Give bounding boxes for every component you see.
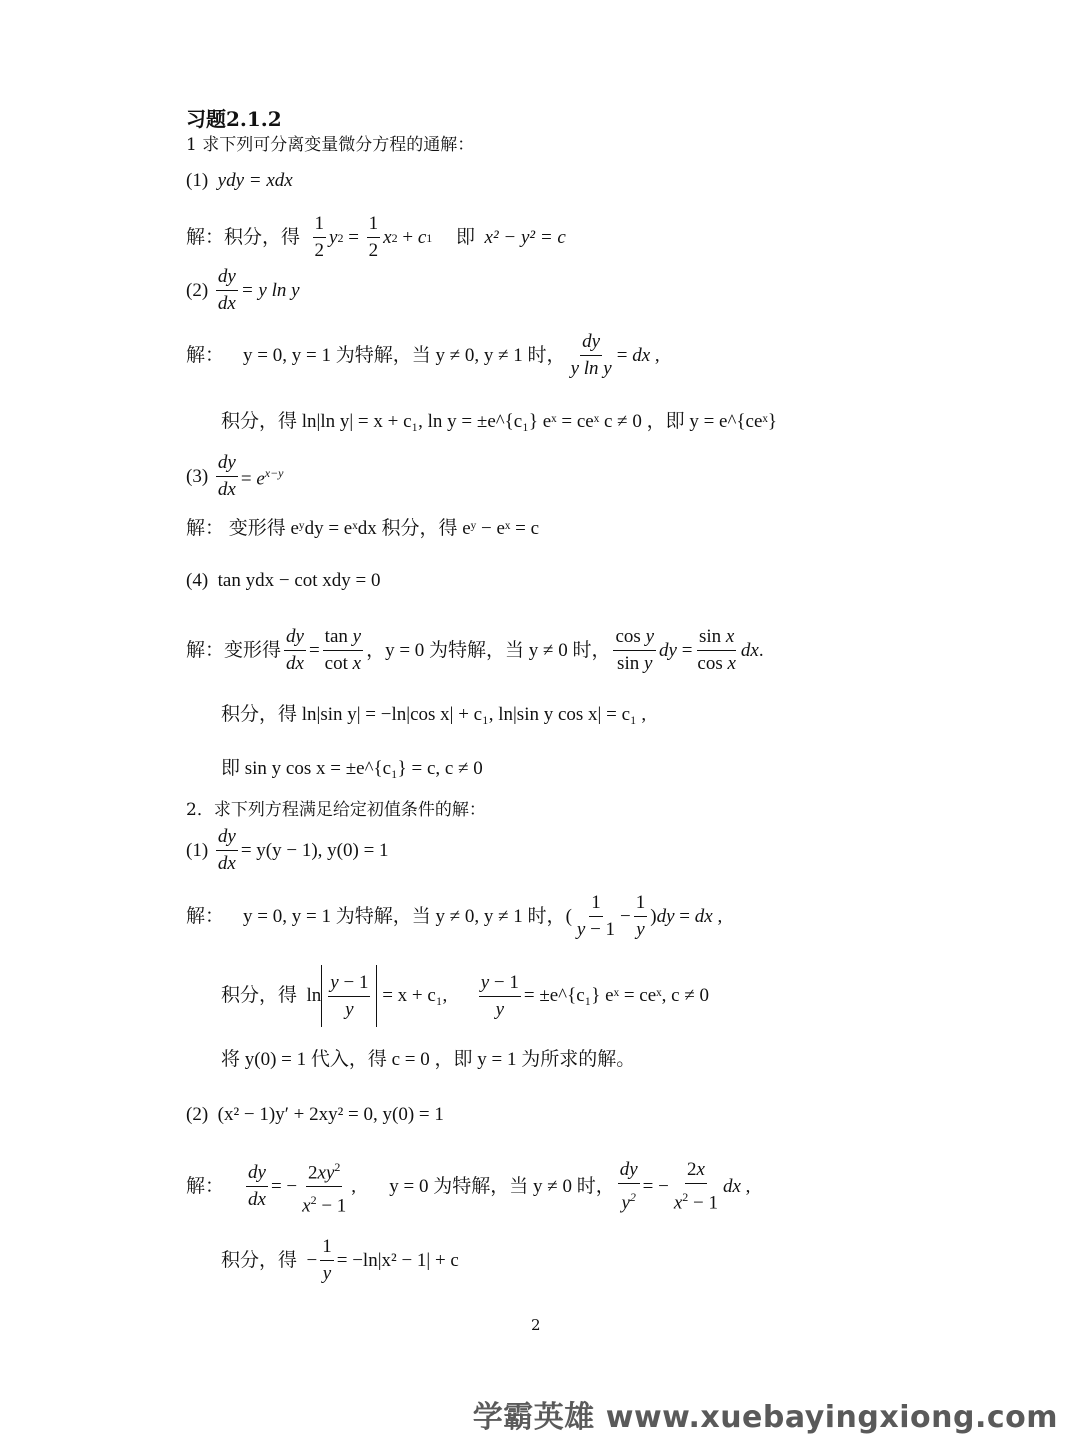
q1-p1-sol-prefix: 解：积分，得 (186, 226, 301, 248)
q1-p4-sol-prefix: 解：变形得 (186, 639, 282, 661)
section-title: 习题2.1.2 (186, 107, 282, 131)
q2-p1-solution-line2: 积分，得 ln $\frac{y - 1}{y}$ = x + c₁, $\frac{y - 1}{y}$ = ±e^{c₁} eˣ = ceˣ, c ≠ 0 (221, 965, 709, 1027)
q2-p1-label: (1) (186, 839, 209, 861)
q2-p1-sol-prefix: 解： (186, 905, 225, 927)
q2-p1-solution-line3: 将 y(0) = 1 代入，得 c = 0 ，即 y = 1 为所求的解。 (221, 1049, 636, 1070)
q1-p2-solution: 解： y = 0, y = 1 为特解，当 y ≠ 0, y ≠ 1 时， $\frac{dy}{\text{y ln y}}$ = dx , (186, 331, 660, 379)
q1-p2-sol-prefix: 解： (186, 344, 225, 366)
q2-p2-sol-mid: y = 0 为特解，当 y ≠ 0 时， (389, 1175, 615, 1197)
page-number: 2 (531, 1316, 541, 1334)
q2-p1-sol-text: y = 0, y = 1 为特解，当 y ≠ 0, y ≠ 1 时， (243, 905, 566, 927)
q2-p2-equation (186, 1104, 444, 1126)
q1-p4-solution: 解：变形得 $\frac{dy}{dx}$ = $\frac{\text{tan y}}{\text{cot x}}$ ，y = 0 为特解，当 y ≠ 0 时， $\frac{\text{cos y}}{\text{sin y}}$ dy = $\frac{\text{sin x}}{\text{cos x}}$ dx . (186, 626, 764, 674)
q2-p1-solution: 解： y = 0, y = 1 为特解，当 y ≠ 0, y ≠ 1 时， ( $\frac{1}{y - 1}$ − $\frac{1}{y}$ ) dy = dx , (186, 892, 723, 940)
q1-p2-sol-text: y = 0, y = 1 为特解，当 y ≠ 0, y ≠ 1 时， (243, 344, 566, 366)
q1-p1-equation (186, 170, 293, 192)
q2-p2-sol-line2-prefix: 积分，得 (221, 1249, 298, 1271)
q2-p1-eq-rhs: = y(y − 1), y(0) = 1 (240, 839, 389, 861)
q1-p1-eq: ydy = xdx (217, 170, 293, 191)
question-1-heading: 1 求下列可分离变量微分方程的通解： (186, 135, 475, 155)
q1-p4-solution-line2: 积分，得 ln|sin y| = −ln|cos x| + c₁, ln|sin y cos x| = c₁ , (221, 704, 647, 725)
q2-p2-sol-line2-end: = −ln|x² − 1| + c (336, 1249, 459, 1271)
q2-p1-equation: (1) $\frac{dy}{dx}$ = y(y − 1), y(0) = 1 (186, 826, 389, 874)
q1-p4-solution-line3: 即 sin y cos x = ±e^{c₁} = c, c ≠ 0 (221, 758, 483, 779)
watermark: 学霸英雄 www.xuebayingxiong.com (472, 1400, 1058, 1435)
q1-p2-eq-rhs: = y ln y (240, 279, 300, 301)
q1-p4-eq: tan ydx − cot xdy = 0 (217, 570, 381, 591)
q2-p2-label: (2) (186, 1104, 209, 1125)
q1-p4-equation (186, 570, 381, 592)
q1-p2-solution-line2: 积分，得 ln|ln y| = x + c₁, ln y = ±e^{c₁} eˣ = ceˣ c ≠ 0 ，即 y = e^{ceˣ} (221, 411, 777, 432)
q2-p2-eq: (x² − 1)y′ + 2xy² = 0, y(0) = 1 (217, 1104, 444, 1125)
question-2-heading: 2．求下列方程满足给定初值条件的解： (186, 800, 486, 820)
q2-p1-sol-line2-prefix: 积分，得 (221, 985, 298, 1006)
q1-p3-solution: 解： 变形得 eʸdy = eˣdx 积分，得 eʸ − eˣ = c (186, 518, 540, 539)
q1-p4-label: (4) (186, 570, 209, 591)
q2-p1-sol-line2-end: = ±e^{c₁} eˣ = ceˣ, c ≠ 0 (523, 985, 710, 1006)
q1-p3-equation: (3) $\frac{dy}{dx}$ = $e^{x-y}$ (186, 452, 284, 500)
q1-p2-equation: (2) $\frac{dy}{dx}$ = y ln y (186, 266, 300, 314)
q1-p1-label: (1) (186, 170, 209, 191)
q1-p2-label: (2) (186, 279, 209, 301)
q2-p2-solution-line2: 积分，得 − $\frac{1}{y}$ = −ln|x² − 1| + c (221, 1236, 459, 1284)
q1-p3-label: (3) (186, 465, 209, 487)
q2-p2-sol-prefix: 解： (186, 1175, 225, 1197)
q1-p1-sol-result: x² − y² = c (484, 226, 566, 248)
q2-p1-sol-line2-mid: = x + c₁, (382, 985, 448, 1006)
q2-p2-solution: 解： $\frac{dy}{dx}$ = − $\frac{2xy^2}{x^2 - 1}$ , y = 0 为特解，当 y ≠ 0 时， $\frac{dy}{y^2}$ = − $\frac{2x}{x^2 - 1}$ dx , (186, 1154, 750, 1220)
q1-p4-sol-mid: ，y = 0 为特解，当 y ≠ 0 时， (366, 639, 611, 661)
q1-p1-solution: 解：积分，得 $\frac{1}{2}$ y 2 = $\frac{1}{2}$ x 2 + c 1 即 x² − y² = c (186, 213, 566, 261)
q1-p1-sol-mid: 即 (456, 226, 476, 248)
